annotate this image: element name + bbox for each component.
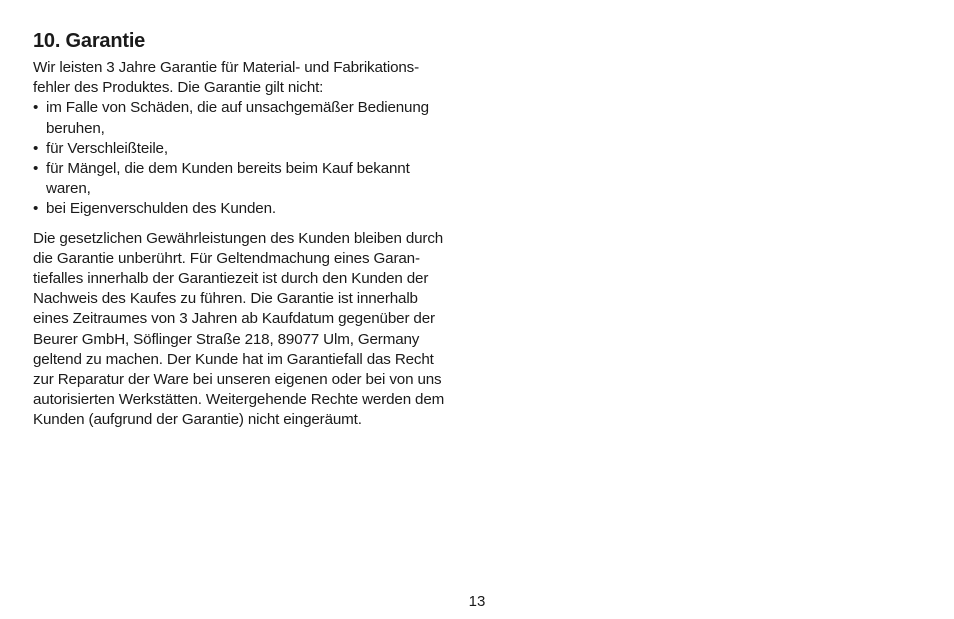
list-item-line: im Falle von Schäden, die auf unsachgemäßer Bedienung <box>46 99 429 117</box>
bullet-marker: • <box>33 139 39 157</box>
bullet-marker: • <box>33 99 39 117</box>
body-line: eines Zeitraumes von 3 Jahren ab Kaufdatum gegenüber der <box>33 310 435 328</box>
body-paragraph <box>33 229 473 431</box>
body-line: Beurer GmbH, Söflinger Straße 218, 89077 Ulm, Germany <box>33 330 420 348</box>
page-number: 13 <box>468 593 486 610</box>
list-item <box>33 98 473 138</box>
list-item-line: für Mängel, die dem Kunden bereits beim Kauf bekannt <box>46 160 410 178</box>
list-item-line: bei Eigenverschulden des Kunden. <box>46 200 276 218</box>
exclusion-list <box>33 98 473 219</box>
list-item-line: beruhen, <box>46 119 105 137</box>
body-line: Kunden (aufgrund der Garantie) nicht eingeräumt. <box>33 411 362 429</box>
body-line: geltend zu machen. Der Kunde hat im Garantiefall das Recht <box>33 350 434 368</box>
bullet-marker: • <box>33 200 39 218</box>
intro-line: Wir leisten 3 Jahre Garantie für Material- und Fabrikations- <box>33 59 420 76</box>
list-item <box>33 159 473 199</box>
section-title: 10. Garantie <box>33 30 146 52</box>
intro-paragraph <box>33 58 473 98</box>
body-line: die Garantie unberührt. Für Geltendmachung eines Garan- <box>33 249 420 267</box>
body-line: Nachweis des Kaufes zu führen. Die Garantie ist innerhalb <box>33 290 418 308</box>
body-line: tiefalles innerhalb der Garantiezeit ist durch den Kunden der <box>33 270 429 288</box>
body-line: zur Reparatur der Ware bei unseren eigenen oder bei von uns <box>33 371 442 389</box>
bullet-marker: • <box>33 160 39 178</box>
paragraph-spacer <box>33 220 473 229</box>
body-line: Die gesetzlichen Gewährleistungen des Kunden bleiben durch <box>33 229 444 247</box>
list-item <box>33 199 473 219</box>
list-item <box>33 139 473 159</box>
intro-line: fehler des Produktes. Die Garantie gilt nicht: <box>33 79 324 97</box>
body-line: autorisierten Werkstätten. Weitergehende Rechte werden dem <box>33 391 445 409</box>
list-item-line: waren, <box>46 180 91 198</box>
list-item-line: für Verschleißteile, <box>46 139 168 157</box>
document-page <box>33 28 473 431</box>
